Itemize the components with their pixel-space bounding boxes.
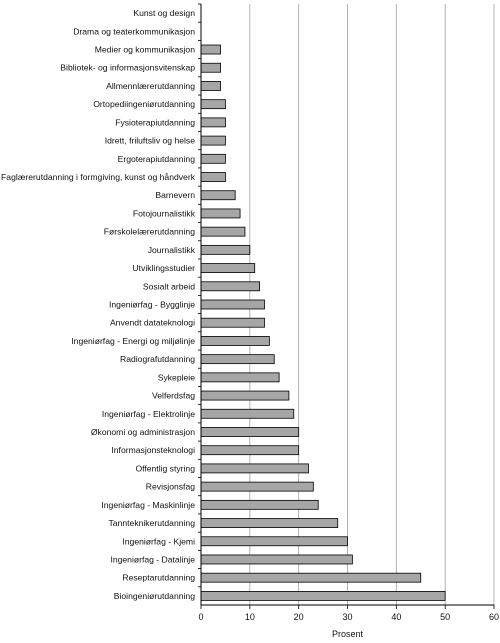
- category-label: Ingeniørfag - Maskinlinje: [101, 499, 195, 510]
- bar: [201, 209, 240, 218]
- bar: [201, 318, 264, 327]
- bar: [201, 282, 260, 291]
- category-label: Faglærerutdanning i formgiving, kunst og håndverk: [1, 172, 195, 183]
- category-label: Ortopediingeniørutdanning: [93, 99, 195, 110]
- x-tick-label: 50: [440, 612, 451, 622]
- category-label: Økonomi og administrasjon: [90, 426, 195, 437]
- category-label: Revisjonsfag: [145, 481, 195, 492]
- category-label: Reseptarutdanning: [122, 572, 195, 583]
- bar: [201, 555, 352, 564]
- category-label: Allmennlærerutdanning: [106, 80, 195, 91]
- bar: [201, 591, 445, 600]
- category-label: Ingeniørfag - Energi og miljølinje: [71, 335, 195, 346]
- category-label: Informasjonsteknologi: [111, 445, 195, 456]
- x-tick-label: 60: [488, 612, 500, 622]
- bar: [201, 227, 245, 236]
- bar: [201, 300, 264, 309]
- category-label: Ingeniørfag - Datalinje: [110, 554, 195, 565]
- bar: [201, 355, 274, 364]
- bar: [201, 519, 338, 528]
- category-label: Velferdsfag: [152, 390, 195, 401]
- category-label: Sosialt arbeid: [142, 281, 195, 292]
- category-label: Radiografutdanning: [119, 354, 195, 365]
- category-label: Ergoterapiutdanning: [117, 153, 195, 164]
- bar: [201, 191, 235, 200]
- bar: [201, 464, 308, 473]
- category-label: Tannteknikerutdanning: [108, 518, 195, 529]
- category-label: Anvendt datateknologi: [109, 317, 195, 328]
- category-label: Idrett, friluftsliv og helse: [104, 135, 195, 146]
- bar: [201, 118, 225, 127]
- category-label: Bioingeniørutdanning: [113, 590, 195, 601]
- x-tick-label: 40: [391, 612, 402, 622]
- category-label: Offentlig styring: [135, 463, 195, 474]
- bars: [201, 45, 445, 600]
- x-tick-label: 0: [198, 612, 204, 622]
- category-labels: [1, 8, 196, 601]
- bar: [201, 173, 225, 182]
- bar: [201, 45, 221, 54]
- bar: [201, 500, 318, 509]
- bar: [201, 63, 221, 72]
- bar: [201, 100, 225, 109]
- x-tick-label: 20: [293, 612, 304, 622]
- bar: [201, 573, 421, 582]
- category-label: Ingeniørfag - Elektrolinje: [101, 408, 195, 419]
- bar: [201, 373, 279, 382]
- bar: [201, 409, 294, 418]
- bar: [201, 264, 255, 273]
- bar: [201, 427, 299, 436]
- x-tick-labels: [198, 612, 499, 622]
- bar: [201, 537, 348, 546]
- category-label: Kunst og design: [133, 8, 195, 19]
- category-label: Ingeniørfag - Bygglinje: [109, 299, 195, 310]
- bar: [201, 482, 313, 491]
- category-label: Fotojournalistikk: [132, 208, 195, 219]
- category-label: Medier og kommunikasjon: [94, 44, 195, 55]
- x-tick-label: 30: [342, 612, 353, 622]
- category-label: Førskolelærerutdanning: [103, 226, 195, 237]
- bar: [201, 391, 289, 400]
- bar: [201, 81, 221, 90]
- bar: [201, 446, 299, 455]
- x-axis-title: Prosent: [331, 629, 364, 639]
- category-label: Barnevern: [155, 190, 195, 201]
- bar: [201, 136, 225, 145]
- category-label: Drama og teaterkommunikasjon: [73, 26, 195, 37]
- category-label: Fysioterapiutdanning: [115, 117, 195, 128]
- category-label: Sykepleie: [157, 372, 195, 383]
- category-label: Bibliotek- og informasjonsvitenskap: [60, 62, 195, 73]
- category-label: Ingeniørfag - Kjemi: [122, 536, 195, 547]
- category-label: Utviklingsstudier: [132, 263, 195, 274]
- bar: [201, 336, 269, 345]
- x-tick-label: 10: [244, 612, 255, 622]
- category-label: Journalistikk: [147, 244, 195, 255]
- bar: [201, 154, 225, 163]
- bar: [201, 245, 250, 254]
